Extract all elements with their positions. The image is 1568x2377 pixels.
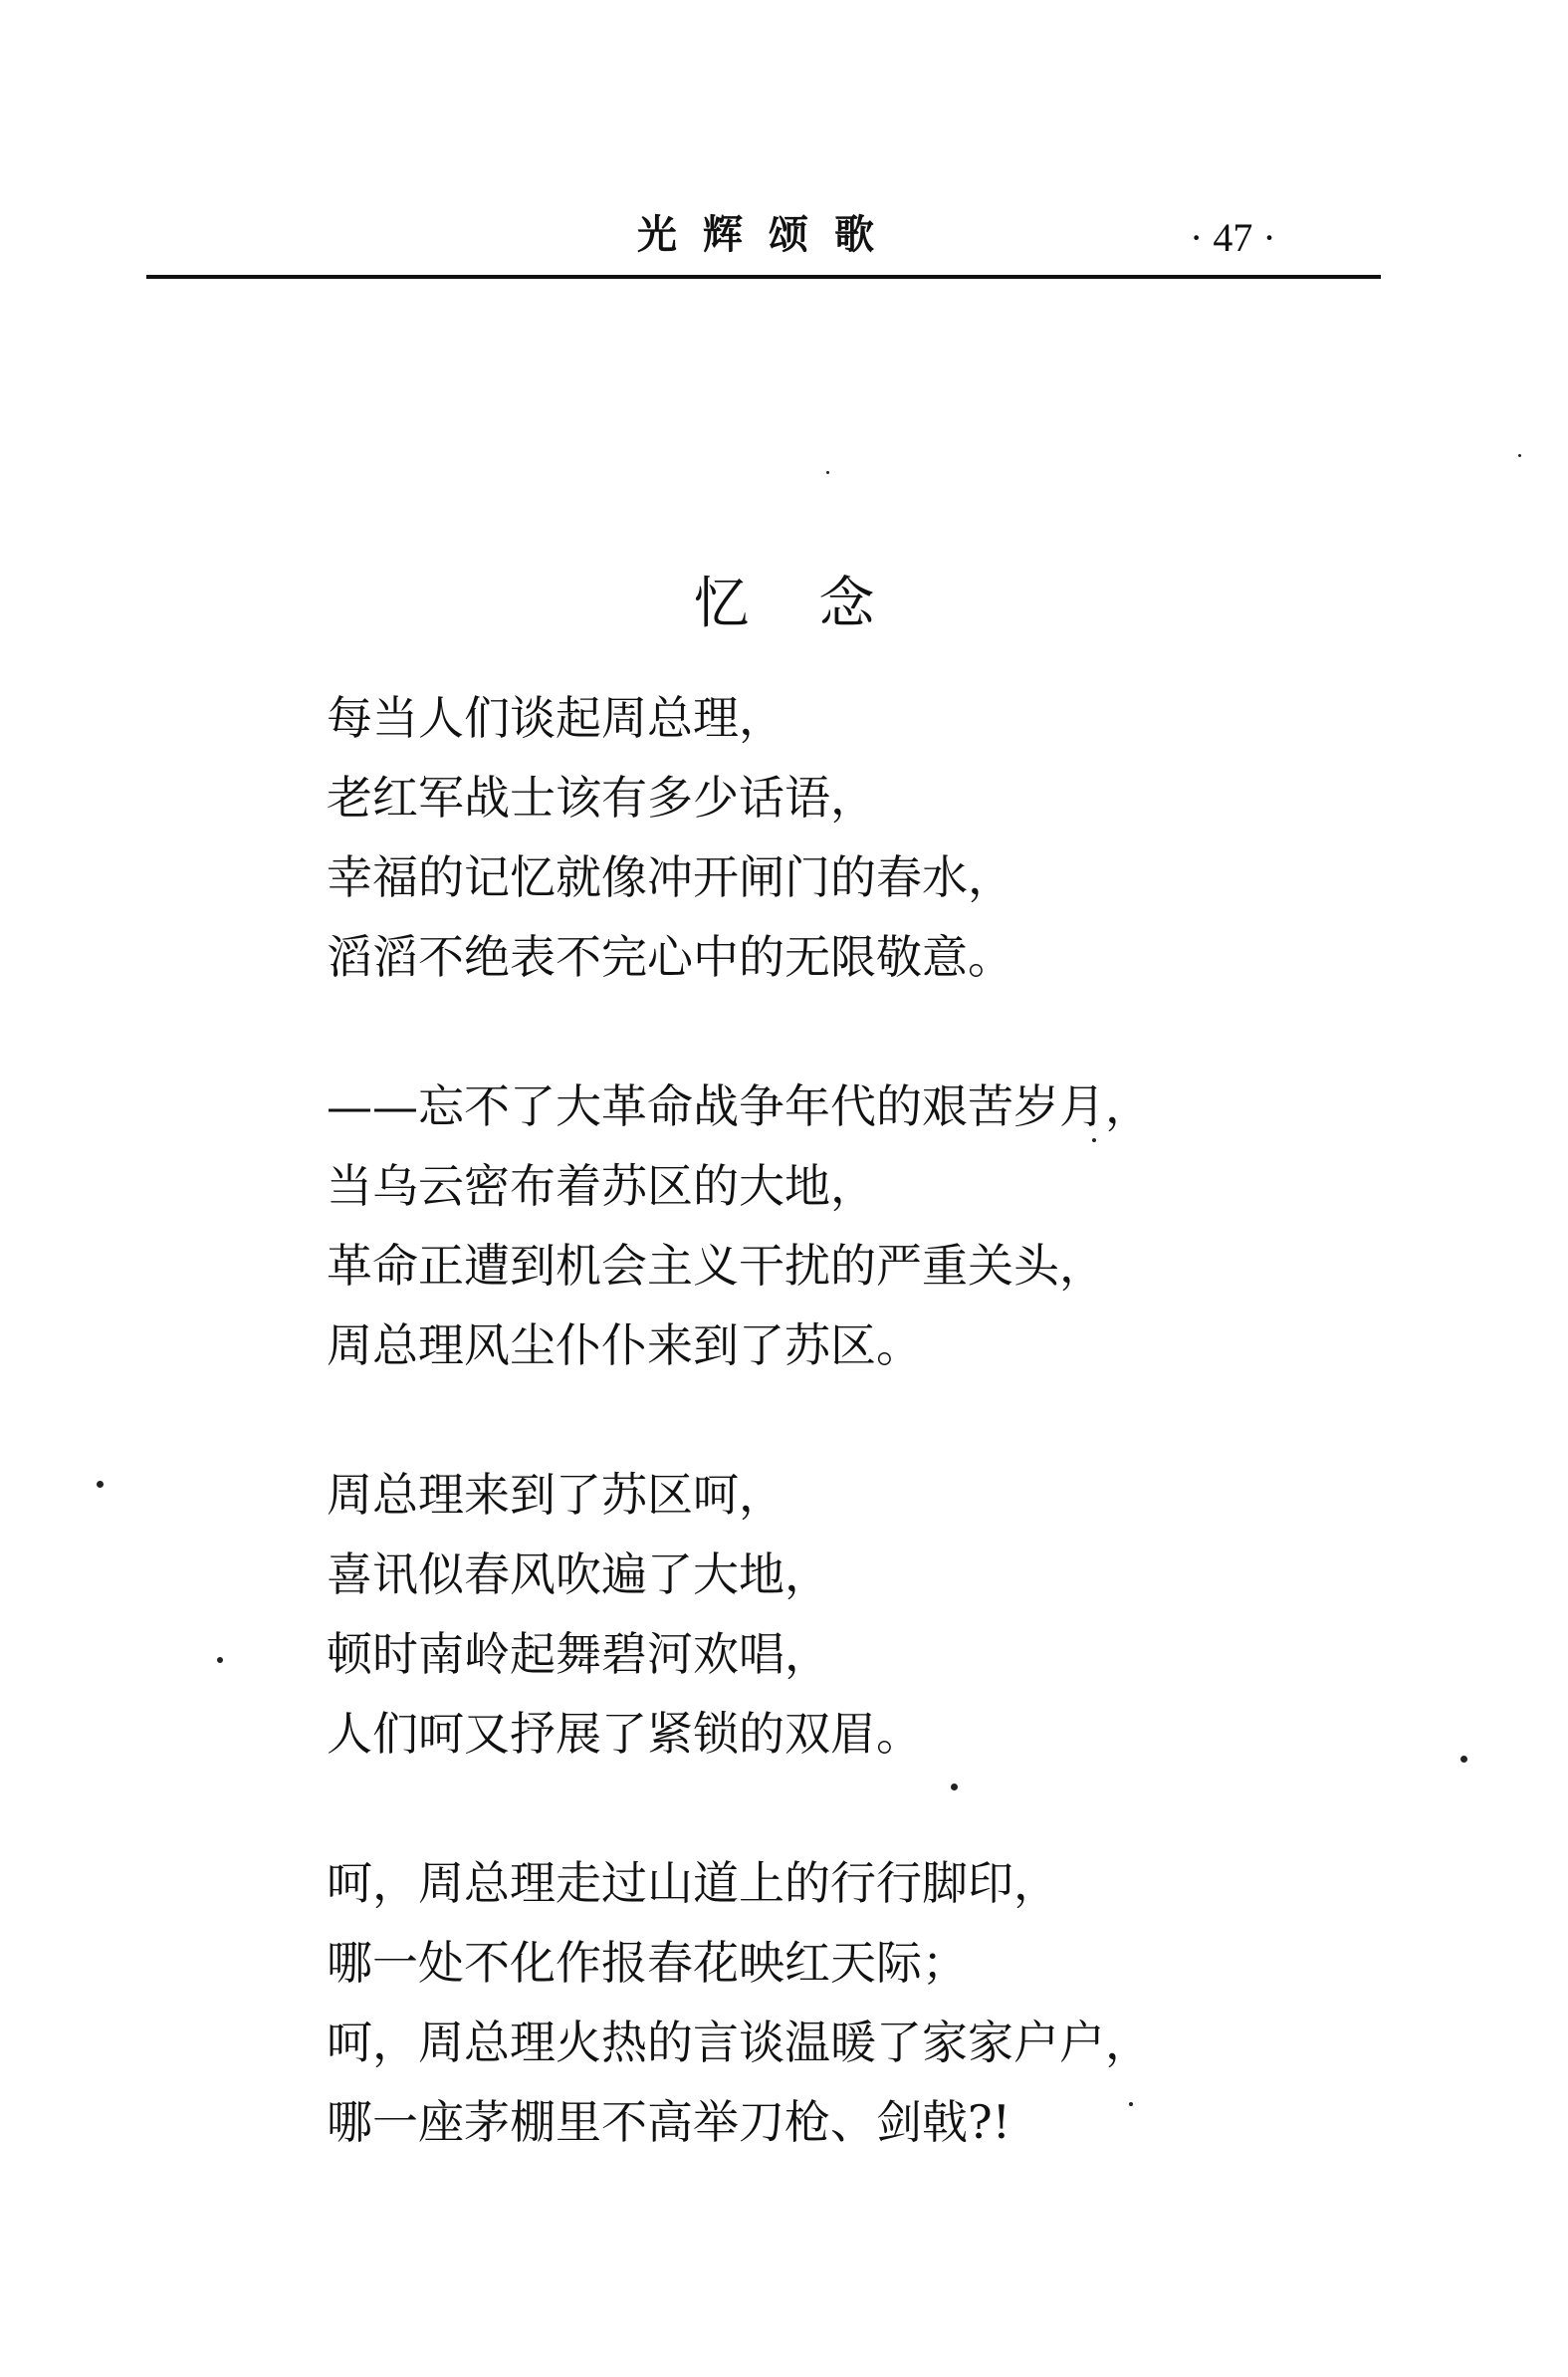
poem-line: 哪一座茅棚里不高举刀枪、剑戟?! <box>327 2095 1011 2149</box>
scan-speck <box>1129 2102 1133 2106</box>
poem-title: 忆念 <box>693 572 945 636</box>
header-rule <box>146 275 1381 279</box>
poem-line: 幸福的记忆就像冲开闸门的春水， <box>327 850 1013 904</box>
poem-line: 当乌云密布着苏区的大地， <box>327 1159 876 1213</box>
poem-line: 哪一处不化作报春花映红天际； <box>327 1936 968 1990</box>
poem-body <box>327 678 1422 2232</box>
poem-line: 喜讯似春风吹遍了大地， <box>327 1547 830 1601</box>
page-number: · 47 · <box>1190 215 1276 260</box>
poem-line: 顿时南岭起舞碧河欢唱， <box>327 1627 830 1681</box>
poem-line: 人们呵又抒展了紧锁的双眉。 <box>327 1707 922 1761</box>
poem-line: ——忘不了大革命战争年代的艰苦岁月， <box>327 1079 1151 1133</box>
poem-line: 滔滔不绝表不完心中的无限敬意。 <box>327 930 1013 984</box>
poem-line: 呵，周总理火热的言谈温暖了家家户户， <box>327 2016 1151 2069</box>
scan-speck <box>826 471 829 474</box>
scan-speck <box>1518 454 1521 457</box>
poem-line: 周总理风尘仆仆来到了苏区。 <box>327 1318 922 1372</box>
stanza-3 <box>327 1455 1422 1774</box>
scan-speck <box>1092 1138 1096 1142</box>
scan-speck <box>217 1657 223 1663</box>
poem-line: 革命正遭到机会主义干扰的严重关头， <box>327 1239 1105 1293</box>
scan-speck <box>97 1481 104 1488</box>
page-header <box>0 0 1568 299</box>
stanza-2 <box>327 1067 1422 1385</box>
poem-line: 周总理来到了苏区呵， <box>327 1468 784 1522</box>
running-title: 光辉颂歌 <box>637 211 900 258</box>
stanza-1 <box>327 678 1422 997</box>
poem-line: 老红军战士该有多少话语， <box>327 771 876 825</box>
poem-line: 呵，周总理走过山道上的行行脚印， <box>327 1856 1059 1910</box>
scan-speck <box>951 1783 958 1790</box>
scan-speck <box>1460 1756 1467 1763</box>
stanza-4 <box>327 1843 1422 2162</box>
poem-line: 每当人们谈起周总理， <box>327 691 784 745</box>
